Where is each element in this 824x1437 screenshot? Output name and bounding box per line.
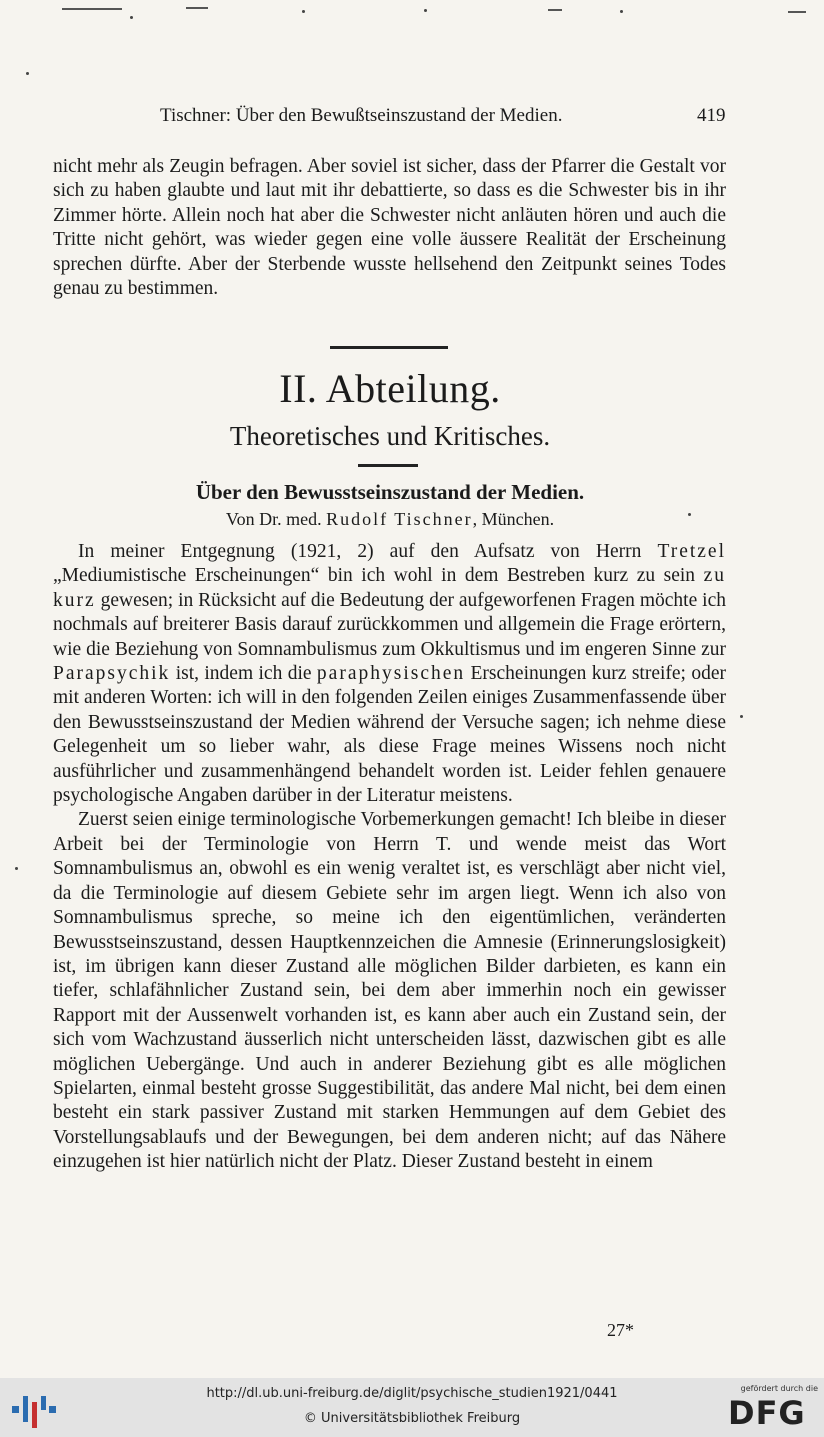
author-name: Rudolf Tischner — [326, 509, 473, 529]
spaced-emphasis: paraphysischen — [316, 663, 466, 685]
text-run: gewesen; in Rücksicht auf die Bedeutung der aufgeworfenen Fragen möchte ich nochmals auf breiterer Basis darauf zurückkommen und allgemein die Frage erörtern, wie die Beziehung von Somnambulismus zum Okkultismus und im engeren Sinne zur — [53, 589, 726, 660]
text-run: ist, indem ich die — [170, 663, 317, 685]
byline-prefix: Von Dr. med. — [225, 509, 322, 529]
scan-dot — [740, 715, 743, 718]
scan-dot — [26, 72, 29, 75]
scan-dot — [15, 867, 18, 870]
text-run: Erscheinungen kurz streife; oder mit anderen Worten: ich will in den folgenden Zeilen einiges Zusammenfassende über den Bewusstseinszustand der Medien während der Versuche sagen; ich nehme diese Gelegenheit um so lieber wahr, als diese Frage meines Wissens noch nicht ausführlicher und zusammenhängend behandelt worden ist. Leider fehlen genauere psychologische Angaben darüber in der Literatur meistens. — [53, 663, 726, 807]
scan-dot — [424, 9, 427, 12]
signature-mark: 27* — [607, 1320, 634, 1340]
running-head: Tischner: Über den Bewußtseinszustand der Medien. — [160, 105, 563, 126]
scan-mark — [62, 8, 122, 10]
section-divider-top — [330, 346, 448, 349]
scan-dot — [302, 10, 305, 13]
body-paragraph-1 — [53, 540, 726, 808]
copyright-notice: © Universitätsbibliothek Freiburg — [303, 1411, 521, 1426]
permalink-url[interactable]: http://dl.ub.uni-freiburg.de/diglit/psychische_studien1921/0441 — [206, 1386, 618, 1401]
viewer-footer — [0, 1378, 824, 1437]
dfg-letters: DFG — [728, 1394, 806, 1432]
scan-dot — [130, 16, 133, 19]
scan-mark — [548, 9, 562, 11]
article-body — [53, 540, 726, 1175]
section-subtitle: Theoretisches und Kritisches. — [229, 421, 551, 451]
dfg-tagline: gefördert durch die — [740, 1384, 818, 1393]
body-paragraph-2: Zuerst seien einige terminologische Vorbemerkungen gemacht! Ich bleibe in dieser Arbeit bei der Terminologie von Herrn T. und wende meist das Wort Somnambulismus an, obwohl es ein wenig veraltet ist, es verschlägt aber nicht viel, da die Terminologie auf diesem Gebiete sehr im argen liegt. Wenn ich also von Somnambulismus spreche, so meine ich den eigentümlichen, veränderten Bewusstseinszustand, dessen Hauptkennzeichen die Amnesie (Erinnerungslosigkeit) ist, im übrigen kann dieser Zustand alle möglichen Bilder darbieten, es kann ein tiefer, schlafähnlicher Zustand sein, bei dem aber immerhin noch ein gewisser Rapport mit der Aussenwelt vorhanden ist, es kann aber auch ein Zustand sein, der sich vom Wachzustand äusserlich nicht unterscheiden lässt, dazwischen gibt es alle möglichen Uebergänge. Und auch in anderer Beziehung gibt es alle möglichen Spielarten, einmal besteht grosse Suggestibilität, das andere Mal nicht, bei dem einen besteht ein stark passiver Zustand mit starken Hemmungen auf dem Gebiet des Vorstellungsablaufs und der Bewegungen, bei dem anderen nicht; auf das Nähere einzugehen ist hier natürlich nicht der Platz. Dieser Zustand besteht in einem — [53, 809, 726, 1173]
continuation-paragraph: nicht mehr als Zeugin befragen. Aber soviel ist sicher, dass der Pfarrer die Gestalt vor sich zu haben glaubte und laut mit ihr debattierte, so dass es die Schwester bis in ihr Zimmer hörte. Allein noch hat aber die Schwester nicht anläuten hören und auch die Tritte nicht gehört, was wieder gegen eine volle äussere Realität der Erscheinung sprechen dürfte. Aber der Sterbende wusste hellsehend den Zeitpunkt seines Todes genau zu bestimmen. — [53, 156, 726, 300]
spaced-emphasis: Parapsychik — [53, 663, 171, 685]
byline — [0, 509, 780, 530]
text-run: „Mediumistische Erscheinungen“ bin ich wohl in dem Bestreben kurz zu sein — [53, 565, 704, 587]
scan-mark — [186, 7, 208, 9]
scan-dot — [620, 10, 623, 13]
scan-mark — [788, 11, 806, 13]
byline-suffix: , München. — [472, 509, 555, 529]
scan-edge-marks — [0, 0, 824, 30]
spaced-name: Tretzel — [657, 541, 726, 562]
page-number: 419 — [697, 105, 726, 126]
continuation-text — [53, 155, 726, 301]
article-title: Über den Bewusstseinszustand der Medien. — [195, 480, 585, 504]
spaced-emphasis: zu kurz — [53, 565, 726, 611]
section-title: II. Abteilung. — [279, 366, 501, 411]
dfg-logo — [724, 1384, 818, 1432]
section-divider-bottom — [358, 464, 418, 467]
text-run: In meiner Entgegnung (1921, 2) auf den Aufsatz von Herrn — [78, 541, 658, 562]
